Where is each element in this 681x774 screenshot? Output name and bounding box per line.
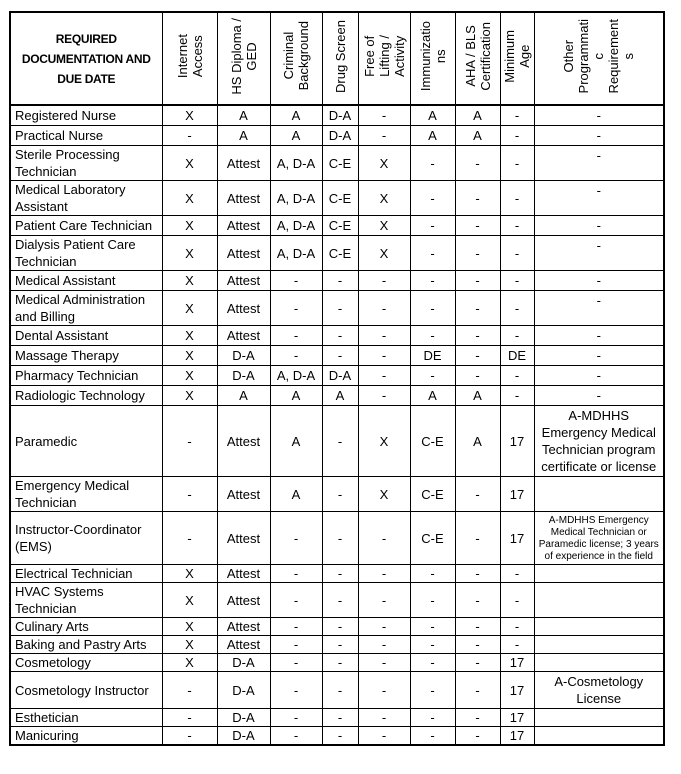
cell-hs-diploma-ged: D-A bbox=[217, 727, 270, 746]
cell-aha-bls-certification: - bbox=[455, 326, 500, 346]
program-name-cell: Medical Assistant bbox=[10, 271, 162, 291]
cell-criminal-background: A bbox=[270, 477, 322, 512]
cell-minimum-age: DE bbox=[500, 346, 534, 366]
cell-immunizations: - bbox=[410, 709, 455, 727]
header-line: ns bbox=[432, 49, 448, 63]
header-line: Programmati bbox=[576, 18, 592, 94]
cell-internet-access: X bbox=[162, 366, 217, 386]
table-row bbox=[10, 672, 664, 709]
cell-other-programmatic-requirements: A-Cosmetology License bbox=[534, 672, 664, 709]
cell-immunizations: - bbox=[410, 271, 455, 291]
cell-internet-access: X bbox=[162, 565, 217, 583]
cell-internet-access: X bbox=[162, 216, 217, 236]
program-name-cell: Medical Laboratory Assistant bbox=[10, 181, 162, 216]
cell-immunizations: DE bbox=[410, 346, 455, 366]
cell-drug-screen: - bbox=[322, 406, 358, 477]
header-line: HS Diploma / bbox=[228, 17, 244, 95]
cell-hs-diploma-ged: Attest bbox=[217, 181, 270, 216]
program-name-cell: Paramedic bbox=[10, 406, 162, 477]
cell-immunizations: - bbox=[410, 366, 455, 386]
cell-hs-diploma-ged: A bbox=[217, 105, 270, 126]
cell-drug-screen: A bbox=[322, 386, 358, 406]
cell-free-of-lifting-activity: - bbox=[358, 105, 410, 126]
requirements-table bbox=[9, 11, 665, 746]
cell-drug-screen: D-A bbox=[322, 126, 358, 146]
cell-free-of-lifting-activity: - bbox=[358, 709, 410, 727]
cell-aha-bls-certification: - bbox=[455, 146, 500, 181]
cell-internet-access: X bbox=[162, 105, 217, 126]
cell-criminal-background: - bbox=[270, 346, 322, 366]
cell-criminal-background: - bbox=[270, 583, 322, 618]
cell-minimum-age: - bbox=[500, 271, 534, 291]
cell-internet-access: - bbox=[162, 126, 217, 146]
column-header-free-of-lifting-activity bbox=[358, 12, 410, 105]
cell-internet-access: X bbox=[162, 346, 217, 366]
cell-aha-bls-certification: - bbox=[455, 346, 500, 366]
cell-other-programmatic-requirements: - bbox=[534, 386, 664, 406]
cell-criminal-background: - bbox=[270, 618, 322, 636]
cell-free-of-lifting-activity: - bbox=[358, 565, 410, 583]
cell-other-programmatic-requirements bbox=[534, 477, 664, 512]
cell-aha-bls-certification: - bbox=[455, 565, 500, 583]
rotated-label bbox=[463, 22, 493, 91]
rotated-label bbox=[229, 18, 259, 95]
cell-minimum-age: - bbox=[500, 366, 534, 386]
cell-other-programmatic-requirements: A-MDHHS Emergency Medical Technician or Paramedic license; 3 years of experience in the field bbox=[534, 512, 664, 565]
cell-internet-access: X bbox=[162, 654, 217, 672]
rotated-label bbox=[175, 34, 205, 78]
cell-drug-screen: - bbox=[322, 346, 358, 366]
header-row bbox=[10, 12, 664, 105]
cell-minimum-age: 17 bbox=[500, 709, 534, 727]
cell-hs-diploma-ged: Attest bbox=[217, 326, 270, 346]
cell-aha-bls-certification: - bbox=[455, 636, 500, 654]
cell-criminal-background: - bbox=[270, 326, 322, 346]
cell-other-programmatic-requirements bbox=[534, 583, 664, 618]
cell-free-of-lifting-activity: - bbox=[358, 512, 410, 565]
cell-free-of-lifting-activity: - bbox=[358, 654, 410, 672]
program-name-cell: Instructor-Coordinator (EMS) bbox=[10, 512, 162, 565]
table-row bbox=[10, 236, 664, 271]
header-line: Access bbox=[189, 35, 205, 77]
table-row bbox=[10, 105, 664, 126]
cell-free-of-lifting-activity: - bbox=[358, 271, 410, 291]
cell-other-programmatic-requirements bbox=[534, 709, 664, 727]
program-name-cell: Manicuring bbox=[10, 727, 162, 746]
cell-aha-bls-certification: - bbox=[455, 672, 500, 709]
cell-internet-access: X bbox=[162, 386, 217, 406]
cell-drug-screen: - bbox=[322, 326, 358, 346]
cell-aha-bls-certification: - bbox=[455, 236, 500, 271]
cell-aha-bls-certification: - bbox=[455, 291, 500, 326]
program-name-cell: Registered Nurse bbox=[10, 105, 162, 126]
header-line: Minimum bbox=[502, 29, 517, 83]
cell-hs-diploma-ged: A bbox=[217, 386, 270, 406]
cell-immunizations: - bbox=[410, 727, 455, 746]
cell-free-of-lifting-activity: - bbox=[358, 126, 410, 146]
cell-criminal-background: A, D-A bbox=[270, 181, 322, 216]
rotated-label bbox=[362, 35, 407, 77]
column-header-aha-bls-certification bbox=[455, 12, 500, 105]
corner-header-line: DUE DATE bbox=[57, 71, 116, 86]
header-line: Lifting / bbox=[376, 35, 392, 77]
cell-criminal-background: - bbox=[270, 512, 322, 565]
cell-criminal-background: - bbox=[270, 636, 322, 654]
cell-hs-diploma-ged: Attest bbox=[217, 565, 270, 583]
cell-internet-access: - bbox=[162, 477, 217, 512]
table-row bbox=[10, 477, 664, 512]
cell-internet-access: X bbox=[162, 636, 217, 654]
cell-criminal-background: - bbox=[270, 672, 322, 709]
cell-other-programmatic-requirements bbox=[534, 727, 664, 746]
cell-criminal-background: A bbox=[270, 126, 322, 146]
cell-internet-access: X bbox=[162, 583, 217, 618]
cell-free-of-lifting-activity: X bbox=[358, 477, 410, 512]
table-row bbox=[10, 406, 664, 477]
cell-internet-access: X bbox=[162, 236, 217, 271]
cell-minimum-age: - bbox=[500, 618, 534, 636]
cell-minimum-age: - bbox=[500, 236, 534, 271]
program-name-cell: Dialysis Patient Care Technician bbox=[10, 236, 162, 271]
cell-internet-access: X bbox=[162, 271, 217, 291]
table-row bbox=[10, 346, 664, 366]
header-line: AHA / BLS bbox=[462, 25, 478, 87]
cell-hs-diploma-ged: Attest bbox=[217, 618, 270, 636]
cell-other-programmatic-requirements: - bbox=[534, 236, 664, 271]
cell-minimum-age: - bbox=[500, 126, 534, 146]
cell-hs-diploma-ged: Attest bbox=[217, 583, 270, 618]
rotated-label bbox=[561, 19, 636, 93]
cell-internet-access: X bbox=[162, 618, 217, 636]
column-header-minimum-age bbox=[500, 12, 534, 105]
rotated-label bbox=[281, 21, 311, 90]
program-name-cell: Pharmacy Technician bbox=[10, 366, 162, 386]
cell-drug-screen: C-E bbox=[322, 216, 358, 236]
cell-other-programmatic-requirements: - bbox=[534, 126, 664, 146]
program-name-cell: Medical Administration and Billing bbox=[10, 291, 162, 326]
cell-aha-bls-certification: A bbox=[455, 105, 500, 126]
cell-aha-bls-certification: A bbox=[455, 386, 500, 406]
cell-hs-diploma-ged: D-A bbox=[217, 672, 270, 709]
cell-criminal-background: - bbox=[270, 291, 322, 326]
cell-free-of-lifting-activity: - bbox=[358, 636, 410, 654]
cell-minimum-age: 17 bbox=[500, 727, 534, 746]
program-name-cell: Cosmetology bbox=[10, 654, 162, 672]
program-name-cell: Baking and Pastry Arts bbox=[10, 636, 162, 654]
corner-header bbox=[10, 12, 162, 105]
cell-internet-access: X bbox=[162, 291, 217, 326]
cell-immunizations: - bbox=[410, 636, 455, 654]
cell-minimum-age: - bbox=[500, 636, 534, 654]
cell-minimum-age: - bbox=[500, 583, 534, 618]
cell-criminal-background: A bbox=[270, 406, 322, 477]
cell-drug-screen: - bbox=[322, 512, 358, 565]
cell-other-programmatic-requirements bbox=[534, 618, 664, 636]
cell-free-of-lifting-activity: - bbox=[358, 386, 410, 406]
cell-hs-diploma-ged: A bbox=[217, 126, 270, 146]
cell-drug-screen: - bbox=[322, 709, 358, 727]
cell-criminal-background: - bbox=[270, 271, 322, 291]
cell-immunizations: - bbox=[410, 618, 455, 636]
cell-criminal-background: - bbox=[270, 654, 322, 672]
cell-minimum-age: 17 bbox=[500, 406, 534, 477]
cell-hs-diploma-ged: Attest bbox=[217, 477, 270, 512]
cell-criminal-background: A, D-A bbox=[270, 236, 322, 271]
cell-immunizations: C-E bbox=[410, 406, 455, 477]
cell-drug-screen: C-E bbox=[322, 181, 358, 216]
cell-internet-access: - bbox=[162, 406, 217, 477]
column-header-hs-diploma-ged bbox=[217, 12, 270, 105]
cell-immunizations: A bbox=[410, 105, 455, 126]
cell-aha-bls-certification: A bbox=[455, 406, 500, 477]
cell-minimum-age: 17 bbox=[500, 654, 534, 672]
table-row bbox=[10, 727, 664, 746]
cell-aha-bls-certification: A bbox=[455, 126, 500, 146]
cell-internet-access: - bbox=[162, 709, 217, 727]
table-row bbox=[10, 512, 664, 565]
cell-minimum-age: - bbox=[500, 181, 534, 216]
cell-other-programmatic-requirements bbox=[534, 636, 664, 654]
cell-aha-bls-certification: - bbox=[455, 512, 500, 565]
header-line: s bbox=[621, 52, 637, 60]
table-row bbox=[10, 216, 664, 236]
cell-other-programmatic-requirements: - bbox=[534, 216, 664, 236]
cell-hs-diploma-ged: D-A bbox=[217, 654, 270, 672]
rotated-label bbox=[502, 30, 532, 83]
program-name-cell: Culinary Arts bbox=[10, 618, 162, 636]
cell-aha-bls-certification: - bbox=[455, 181, 500, 216]
cell-immunizations: - bbox=[410, 216, 455, 236]
cell-hs-diploma-ged: Attest bbox=[217, 512, 270, 565]
cell-immunizations: A bbox=[410, 126, 455, 146]
cell-minimum-age: 17 bbox=[500, 672, 534, 709]
table-row bbox=[10, 146, 664, 181]
cell-minimum-age: 17 bbox=[500, 477, 534, 512]
cell-minimum-age: - bbox=[500, 105, 534, 126]
cell-drug-screen: - bbox=[322, 291, 358, 326]
cell-drug-screen: C-E bbox=[322, 146, 358, 181]
column-header-other-programmatic-requirements bbox=[534, 12, 664, 105]
program-name-cell: Esthetician bbox=[10, 709, 162, 727]
header-line: c bbox=[591, 52, 607, 60]
cell-free-of-lifting-activity: X bbox=[358, 146, 410, 181]
program-name-cell: Practical Nurse bbox=[10, 126, 162, 146]
cell-drug-screen: - bbox=[322, 636, 358, 654]
cell-free-of-lifting-activity: - bbox=[358, 366, 410, 386]
cell-immunizations: - bbox=[410, 672, 455, 709]
cell-hs-diploma-ged: Attest bbox=[217, 271, 270, 291]
table-row bbox=[10, 565, 664, 583]
cell-other-programmatic-requirements: - bbox=[534, 181, 664, 216]
cell-free-of-lifting-activity: X bbox=[358, 236, 410, 271]
column-header-immunizations bbox=[410, 12, 455, 105]
header-line: Immunizatio bbox=[417, 20, 433, 92]
cell-other-programmatic-requirements bbox=[534, 654, 664, 672]
cell-hs-diploma-ged: D-A bbox=[217, 709, 270, 727]
rotated-label bbox=[418, 21, 448, 91]
header-line: Age bbox=[517, 44, 532, 68]
cell-aha-bls-certification: - bbox=[455, 618, 500, 636]
cell-drug-screen: - bbox=[322, 477, 358, 512]
cell-immunizations: - bbox=[410, 583, 455, 618]
cell-hs-diploma-ged: Attest bbox=[217, 636, 270, 654]
cell-minimum-age: - bbox=[500, 326, 534, 346]
cell-free-of-lifting-activity: - bbox=[358, 291, 410, 326]
header-line: Background bbox=[296, 21, 311, 91]
cell-internet-access: X bbox=[162, 326, 217, 346]
table-row bbox=[10, 271, 664, 291]
table-row bbox=[10, 618, 664, 636]
table-row bbox=[10, 654, 664, 672]
cell-drug-screen: D-A bbox=[322, 105, 358, 126]
cell-immunizations: - bbox=[410, 236, 455, 271]
program-name-cell: Radiologic Technology bbox=[10, 386, 162, 406]
cell-free-of-lifting-activity: - bbox=[358, 727, 410, 746]
cell-hs-diploma-ged: Attest bbox=[217, 146, 270, 181]
cell-other-programmatic-requirements: - bbox=[534, 271, 664, 291]
cell-immunizations: - bbox=[410, 654, 455, 672]
cell-aha-bls-certification: - bbox=[455, 583, 500, 618]
cell-immunizations: A bbox=[410, 386, 455, 406]
program-name-cell: HVAC Systems Technician bbox=[10, 583, 162, 618]
cell-immunizations: - bbox=[410, 146, 455, 181]
cell-other-programmatic-requirements bbox=[534, 565, 664, 583]
header-line: GED bbox=[243, 41, 259, 71]
cell-criminal-background: A, D-A bbox=[270, 216, 322, 236]
cell-minimum-age: - bbox=[500, 146, 534, 181]
cell-minimum-age: 17 bbox=[500, 512, 534, 565]
cell-immunizations: - bbox=[410, 326, 455, 346]
cell-aha-bls-certification: - bbox=[455, 654, 500, 672]
cell-free-of-lifting-activity: X bbox=[358, 216, 410, 236]
header-line: Other bbox=[561, 39, 577, 73]
header-line: Drug Screen bbox=[332, 19, 348, 93]
table-row bbox=[10, 636, 664, 654]
cell-drug-screen: - bbox=[322, 654, 358, 672]
cell-internet-access: X bbox=[162, 146, 217, 181]
cell-drug-screen: - bbox=[322, 565, 358, 583]
cell-immunizations: - bbox=[410, 181, 455, 216]
cell-immunizations: C-E bbox=[410, 512, 455, 565]
cell-free-of-lifting-activity: - bbox=[358, 346, 410, 366]
header-line: Internet bbox=[174, 33, 190, 79]
cell-aha-bls-certification: - bbox=[455, 709, 500, 727]
cell-minimum-age: - bbox=[500, 291, 534, 326]
program-name-cell: Patient Care Technician bbox=[10, 216, 162, 236]
cell-minimum-age: - bbox=[500, 216, 534, 236]
cell-other-programmatic-requirements: - bbox=[534, 326, 664, 346]
cell-drug-screen: C-E bbox=[322, 236, 358, 271]
cell-minimum-age: - bbox=[500, 565, 534, 583]
header-line: Requirement bbox=[606, 18, 622, 94]
cell-drug-screen: - bbox=[322, 727, 358, 746]
cell-other-programmatic-requirements: A-MDHHS Emergency Medical Technician program certificate or license bbox=[534, 406, 664, 477]
cell-hs-diploma-ged: Attest bbox=[217, 406, 270, 477]
cell-other-programmatic-requirements: - bbox=[534, 346, 664, 366]
cell-minimum-age: - bbox=[500, 386, 534, 406]
header-line: Activity bbox=[391, 35, 407, 77]
cell-hs-diploma-ged: Attest bbox=[217, 291, 270, 326]
table-row bbox=[10, 326, 664, 346]
cell-aha-bls-certification: - bbox=[455, 477, 500, 512]
cell-free-of-lifting-activity: X bbox=[358, 181, 410, 216]
table-row bbox=[10, 386, 664, 406]
cell-aha-bls-certification: - bbox=[455, 216, 500, 236]
cell-criminal-background: - bbox=[270, 709, 322, 727]
cell-free-of-lifting-activity: - bbox=[358, 583, 410, 618]
table-row bbox=[10, 181, 664, 216]
column-header-criminal-background bbox=[270, 12, 322, 105]
cell-free-of-lifting-activity: - bbox=[358, 326, 410, 346]
cell-internet-access: X bbox=[162, 181, 217, 216]
column-header-drug-screen bbox=[322, 12, 358, 105]
cell-other-programmatic-requirements: - bbox=[534, 291, 664, 326]
cell-free-of-lifting-activity: X bbox=[358, 406, 410, 477]
program-name-cell: Electrical Technician bbox=[10, 565, 162, 583]
cell-hs-diploma-ged: Attest bbox=[217, 216, 270, 236]
cell-drug-screen: - bbox=[322, 583, 358, 618]
table-row bbox=[10, 126, 664, 146]
corner-header-line: DOCUMENTATION AND bbox=[21, 51, 151, 66]
table-row bbox=[10, 709, 664, 727]
rotated-label bbox=[333, 20, 348, 93]
program-name-cell: Sterile Processing Technician bbox=[10, 146, 162, 181]
cell-internet-access: - bbox=[162, 727, 217, 746]
program-name-cell: Emergency Medical Technician bbox=[10, 477, 162, 512]
cell-internet-access: - bbox=[162, 672, 217, 709]
cell-aha-bls-certification: - bbox=[455, 727, 500, 746]
cell-other-programmatic-requirements: - bbox=[534, 366, 664, 386]
cell-free-of-lifting-activity: - bbox=[358, 618, 410, 636]
cell-criminal-background: A bbox=[270, 105, 322, 126]
cell-drug-screen: - bbox=[322, 618, 358, 636]
cell-other-programmatic-requirements: - bbox=[534, 146, 664, 181]
cell-aha-bls-certification: - bbox=[455, 271, 500, 291]
cell-hs-diploma-ged: D-A bbox=[217, 346, 270, 366]
cell-criminal-background: A, D-A bbox=[270, 366, 322, 386]
program-name-cell: Dental Assistant bbox=[10, 326, 162, 346]
cell-immunizations: C-E bbox=[410, 477, 455, 512]
cell-hs-diploma-ged: D-A bbox=[217, 366, 270, 386]
header-line: Criminal bbox=[281, 32, 296, 80]
table-row bbox=[10, 291, 664, 326]
header-line: Free of bbox=[361, 35, 377, 77]
cell-criminal-background: - bbox=[270, 727, 322, 746]
program-name-cell: Massage Therapy bbox=[10, 346, 162, 366]
cell-drug-screen: D-A bbox=[322, 366, 358, 386]
column-header-internet-access bbox=[162, 12, 217, 105]
cell-aha-bls-certification: - bbox=[455, 366, 500, 386]
cell-hs-diploma-ged: Attest bbox=[217, 236, 270, 271]
cell-criminal-background: - bbox=[270, 565, 322, 583]
cell-criminal-background: A bbox=[270, 386, 322, 406]
cell-criminal-background: A, D-A bbox=[270, 146, 322, 181]
cell-other-programmatic-requirements: - bbox=[534, 105, 664, 126]
cell-drug-screen: - bbox=[322, 271, 358, 291]
cell-internet-access: - bbox=[162, 512, 217, 565]
table-row bbox=[10, 366, 664, 386]
cell-immunizations: - bbox=[410, 291, 455, 326]
header-line: Certification bbox=[477, 21, 493, 91]
program-name-cell: Cosmetology Instructor bbox=[10, 672, 162, 709]
cell-immunizations: - bbox=[410, 565, 455, 583]
cell-free-of-lifting-activity: - bbox=[358, 672, 410, 709]
cell-drug-screen: - bbox=[322, 672, 358, 709]
corner-header-line: REQUIRED bbox=[55, 31, 117, 46]
table-row bbox=[10, 583, 664, 618]
